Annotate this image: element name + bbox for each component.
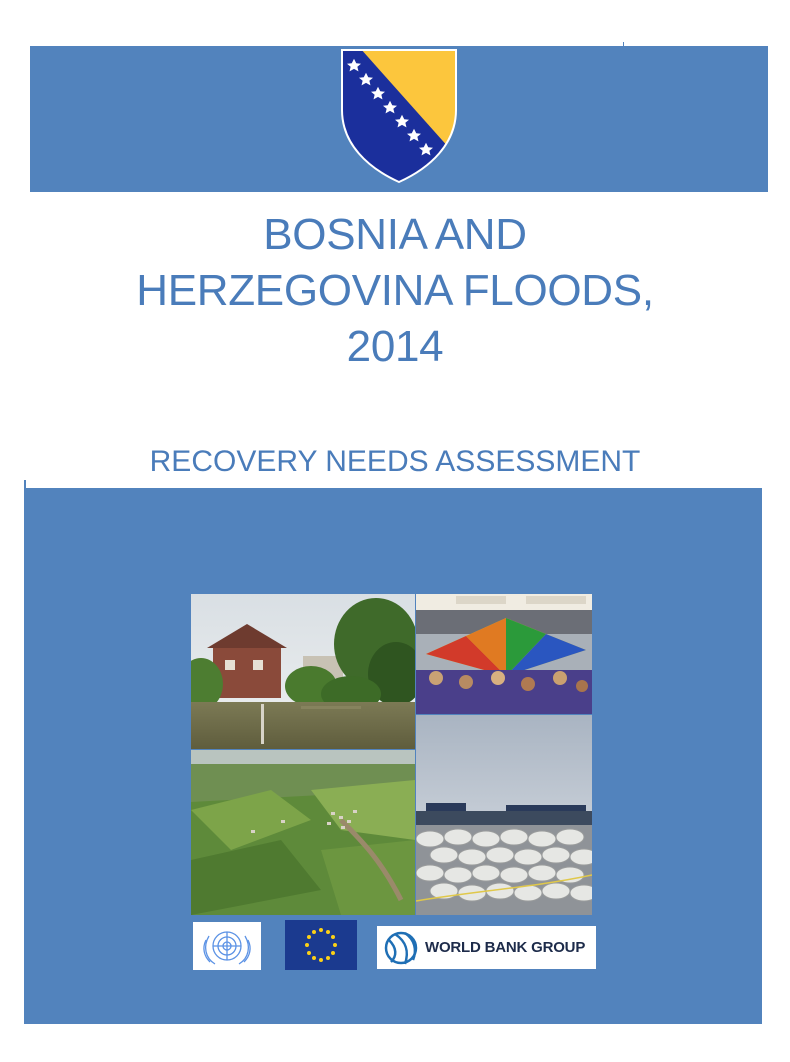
photo-collage	[191, 594, 592, 915]
coat-of-arms-icon	[340, 48, 458, 184]
corner-mark	[623, 42, 624, 46]
document-subtitle: RECOVERY NEEDS ASSESSMENT	[149, 445, 641, 478]
world-bank-label: WORLD BANK GROUP	[425, 939, 586, 956]
flooded-house-photo	[191, 594, 415, 749]
corner-mark-left	[24, 480, 26, 488]
children-parachute-photo	[416, 594, 592, 714]
title-line-1: BOSNIA AND	[263, 210, 527, 259]
aerial-landslide-photo	[191, 750, 415, 915]
title-line-3: 2014	[346, 322, 444, 371]
world-bank-logo	[377, 926, 596, 969]
sandbags-photo	[416, 715, 592, 915]
world-bank-globe-icon	[381, 928, 421, 968]
eu-flag-icon	[285, 920, 357, 970]
title-line-2: HERZEGOVINA FLOODS,	[136, 266, 654, 315]
un-emblem-icon	[193, 922, 261, 970]
document-title	[0, 207, 790, 375]
